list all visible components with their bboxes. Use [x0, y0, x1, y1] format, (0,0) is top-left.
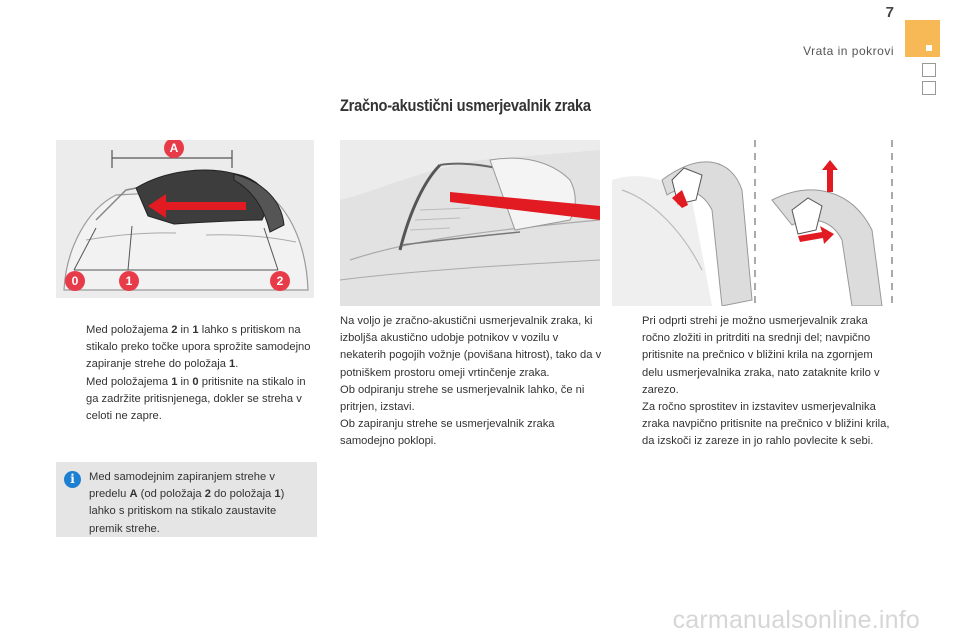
- deflector-detail-drawing: [612, 140, 898, 306]
- chapter-title: Vrata in pokrovi: [803, 44, 894, 58]
- text-run: do položaja: [210, 488, 275, 501]
- text-run: in: [177, 324, 193, 336]
- page-number: 7: [885, 4, 894, 21]
- wind-deflector-illustration: [340, 140, 600, 306]
- position-number: 1: [171, 375, 178, 388]
- chapter-tab-box: [922, 63, 936, 77]
- position-number: 2: [204, 488, 211, 501]
- deflector-manual-folding-illustration: [612, 140, 898, 306]
- position-number: 1: [274, 488, 281, 501]
- list-item: [64, 322, 316, 374]
- info-icon: i: [64, 471, 81, 488]
- badge-1: [119, 271, 139, 291]
- badge-2: [270, 271, 290, 291]
- position-number: 2: [171, 324, 178, 336]
- text-run: Za ročno sprostitev in izstavitev usmerjevalnika zraka navpično pritisnite na prečnico v bližini krila, da izskoči iz zareze in jo rahlo povlecite k sebi.: [642, 401, 890, 448]
- left-instructions: [64, 322, 316, 425]
- text-run: lahko s pritiskom na stikalo preko točke upora sprožite samodejno zapiranje strehe do položaja: [86, 324, 311, 371]
- watermark: carmanualsonline.info: [672, 606, 920, 634]
- text-run: Med položajema: [86, 375, 172, 388]
- list-item: [620, 399, 892, 451]
- position-number: 0: [192, 375, 199, 388]
- badge-a-label: A: [169, 141, 179, 155]
- chapter-tab-box: [922, 81, 936, 95]
- text-run: pritisnite na stikalo in ga zadržite pritisnjenega, dokler se streha v celoti ne zapre.: [86, 375, 306, 423]
- position-number: 1: [229, 358, 236, 371]
- paragraph: Na voljo je zračno-akustični usmerjevalnik zraka, ki izboljša akustično udobje potnikov v vozilu v nekaterih pogojih vožnje (povišana hitrost), tako da v potniškem prostoru omeji vrtinčenje zraka.: [340, 315, 602, 379]
- section-title: Zračno-akustični usmerjevalnik zraka: [340, 96, 591, 115]
- text-run: Pri odprti strehi je možno usmerjevalnik zraka ročno zložiti in pritrditi na srednji del; navpično pritisnite na prečnico v bližini krila na zgornjem delu usmerjevalnika zraka, nato zataknite krilo v zarezo.: [642, 315, 880, 396]
- text-run: Med samodejnim zapiranjem strehe v predelu: [89, 471, 275, 501]
- deflector-description: [340, 313, 602, 451]
- zone-label: A: [129, 488, 138, 501]
- list-item: [64, 374, 316, 426]
- info-note-text: [89, 469, 311, 538]
- text-run: ) lahko s pritiskom na stikalo zaustavite premik strehe.: [89, 488, 285, 535]
- chapter-tab-marker: [926, 45, 932, 51]
- badge-1-label: 1: [125, 274, 133, 288]
- badge-2-label: 2: [276, 274, 284, 288]
- roof-positions-illustration: [56, 140, 314, 298]
- badge-0: [65, 271, 85, 291]
- paragraph: Ob zapiranju strehe se usmerjevalnik zraka samodejno poklopi.: [340, 418, 555, 448]
- text-run: .: [235, 358, 239, 371]
- list-item: [620, 313, 892, 399]
- wind-deflector-drawing: [340, 140, 600, 306]
- right-instructions: [620, 313, 892, 451]
- paragraph: Ob odpiranju strehe se usmerjevalnik lahko, če ni pritrjen, izstavi.: [340, 383, 585, 414]
- position-number: 1: [192, 324, 199, 336]
- badge-0-label: 0: [71, 274, 79, 288]
- text-run: Med položajema: [86, 324, 172, 336]
- text-run: (od položaja: [137, 488, 205, 501]
- chapter-tab: [905, 20, 940, 57]
- text-run: in: [177, 375, 193, 388]
- info-note-box: [56, 462, 317, 537]
